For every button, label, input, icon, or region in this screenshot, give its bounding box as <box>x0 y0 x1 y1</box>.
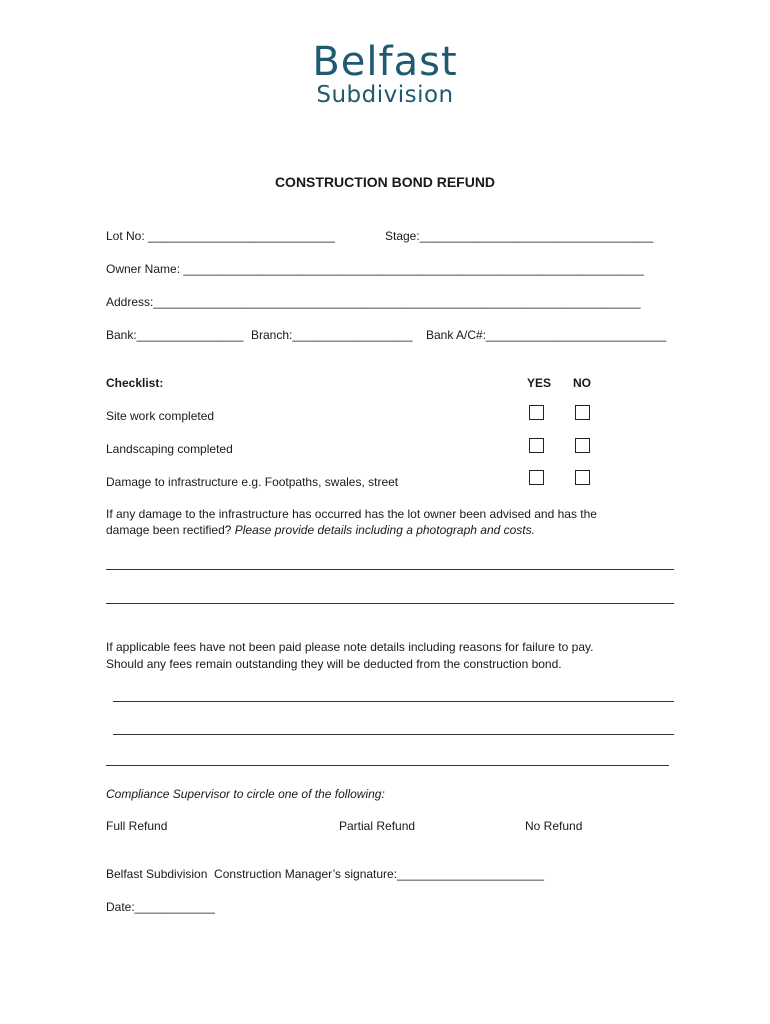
owner-name-field[interactable]: Owner Name: _____________________________________________________________________ <box>106 262 644 276</box>
lot-no-field[interactable]: Lot No: ____________________________ <box>106 229 335 243</box>
bank-field[interactable]: Bank:________________ <box>106 328 244 342</box>
fees-details-line-3[interactable] <box>106 765 669 766</box>
option-full-refund[interactable]: Full Refund <box>106 819 168 833</box>
damage-no-checkbox[interactable] <box>575 470 590 485</box>
landscaping-yes-checkbox[interactable] <box>529 438 544 453</box>
address-field[interactable]: Address:_________________________________________________________________________ <box>106 295 641 309</box>
no-column-header: NO <box>573 376 591 390</box>
fees-details-line-2[interactable] <box>113 734 674 735</box>
yes-column-header: YES <box>527 376 552 390</box>
checklist-item-damage: Damage to infrastructure e.g. Footpaths, swales, street <box>106 475 399 489</box>
logo-wordmark-line2: Subdivision <box>316 82 454 108</box>
checklist-item-landscaping: Landscaping completed <box>106 442 233 456</box>
option-no-refund[interactable]: No Refund <box>525 819 583 833</box>
damage-yes-checkbox[interactable] <box>529 470 544 485</box>
site-work-yes-checkbox[interactable] <box>529 405 544 420</box>
damage-details-line-2[interactable] <box>106 603 674 604</box>
bank-account-field[interactable]: Bank A/C#:___________________________ <box>426 328 667 342</box>
logo-wordmark-line1: Belfast <box>312 39 458 85</box>
damage-question-text: damage been rectified? <box>106 523 235 537</box>
checklist-heading: Checklist: <box>106 376 164 390</box>
damage-question-line1: If any damage to the infrastructure has occurred has the lot owner been advised and has the <box>106 507 597 521</box>
date-field[interactable]: Date:____________ <box>106 900 215 914</box>
site-work-no-checkbox[interactable] <box>575 405 590 420</box>
fees-note-line1: If applicable fees have not been paid please note details including reasons for failure to pay. <box>106 640 594 654</box>
option-partial-refund[interactable]: Partial Refund <box>339 819 416 833</box>
stage-field[interactable]: Stage:___________________________________ <box>385 229 654 243</box>
brand-logo <box>0 40 770 108</box>
fees-note-line2: Should any fees remain outstanding they will be deducted from the construction bond. <box>106 657 562 671</box>
damage-details-line-1[interactable] <box>106 569 674 570</box>
damage-question-instructions: Please provide details including a photograph and costs. <box>234 523 535 537</box>
compliance-heading: Compliance Supervisor to circle one of the following: <box>106 787 385 801</box>
form-title: CONSTRUCTION BOND REFUND <box>274 174 496 190</box>
damage-question-line2 <box>106 523 535 537</box>
checklist-item-site-work: Site work completed <box>106 409 215 423</box>
manager-signature-field[interactable]: Belfast Subdivision Construction Manager’s signature:______________________ <box>106 867 544 881</box>
branch-field[interactable]: Branch:__________________ <box>251 328 413 342</box>
fees-details-line-1[interactable] <box>113 701 674 702</box>
landscaping-no-checkbox[interactable] <box>575 438 590 453</box>
